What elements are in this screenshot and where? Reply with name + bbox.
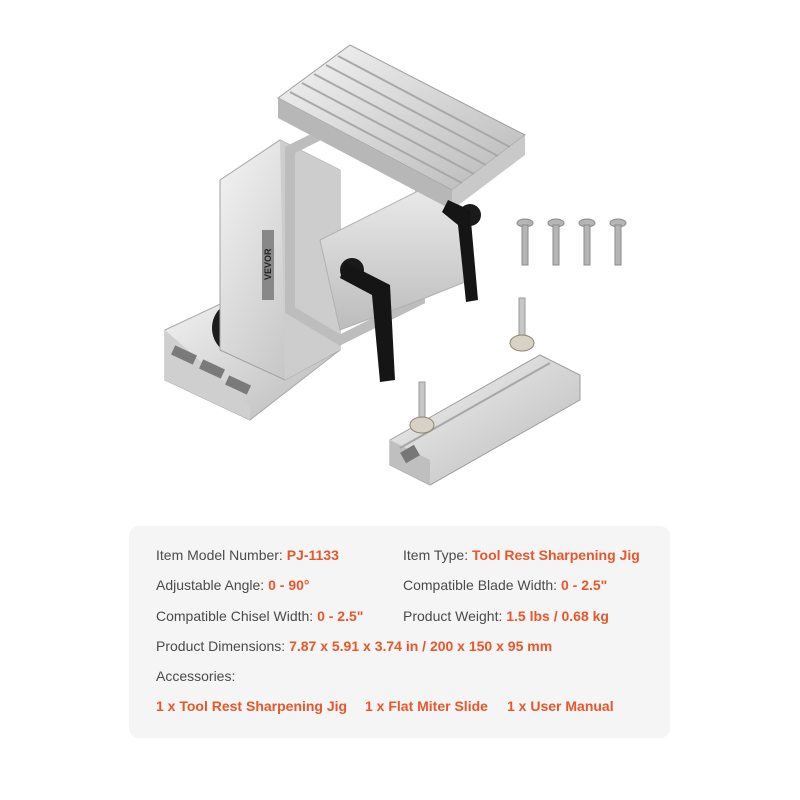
spec-weight [403, 607, 609, 625]
screw-2 [548, 219, 564, 265]
dimensions-label: Product Dimensions: [156, 638, 286, 654]
vevor-logo: VEVOR [263, 248, 273, 280]
accessory-item: 1 x User Manual [507, 698, 614, 714]
spec-angle [156, 576, 310, 594]
miter-slide [390, 298, 580, 485]
type-label: Item Type: [403, 547, 469, 563]
type-value: Tool Rest Sharpening Jig [472, 547, 640, 563]
accessories-heading [156, 667, 235, 685]
screws [517, 219, 626, 265]
angle-label: Adjustable Angle: [156, 577, 265, 593]
weight-value: 1.5 lbs / 0.68 kg [506, 608, 609, 624]
screw-3 [579, 219, 595, 265]
thumb-screw-1 [410, 382, 434, 433]
blade-value: 0 - 2.5" [560, 577, 608, 593]
main-body [220, 140, 340, 380]
angle-value: 0 - 90° [268, 577, 310, 593]
weight-label: Product Weight: [403, 608, 503, 624]
accessory-item: 1 x Tool Rest Sharpening Jig [156, 698, 348, 714]
blade-label: Compatible Blade Width: [403, 577, 558, 593]
spec-model [156, 546, 339, 564]
spec-blade-width [403, 576, 607, 594]
screw-4 [610, 219, 626, 265]
screw-1 [517, 219, 533, 265]
dimensions-value: 7.87 x 5.91 x 3.74 in / 200 x 150 x 95 mm [289, 638, 553, 654]
spec-card [129, 526, 670, 738]
model-value: PJ-1133 [286, 547, 339, 563]
spec-dimensions [156, 637, 552, 655]
spec-chisel-width [156, 607, 363, 625]
model-label: Item Model Number: [156, 547, 283, 563]
accessory-item: 1 x Flat Miter Slide [365, 698, 488, 714]
chisel-label: Compatible Chisel Width: [156, 608, 314, 624]
thumb-screw-2 [510, 298, 534, 351]
chisel-value: 0 - 2.5" [317, 608, 364, 624]
accessories-label: Accessories: [156, 668, 236, 684]
spec-type [403, 546, 640, 564]
